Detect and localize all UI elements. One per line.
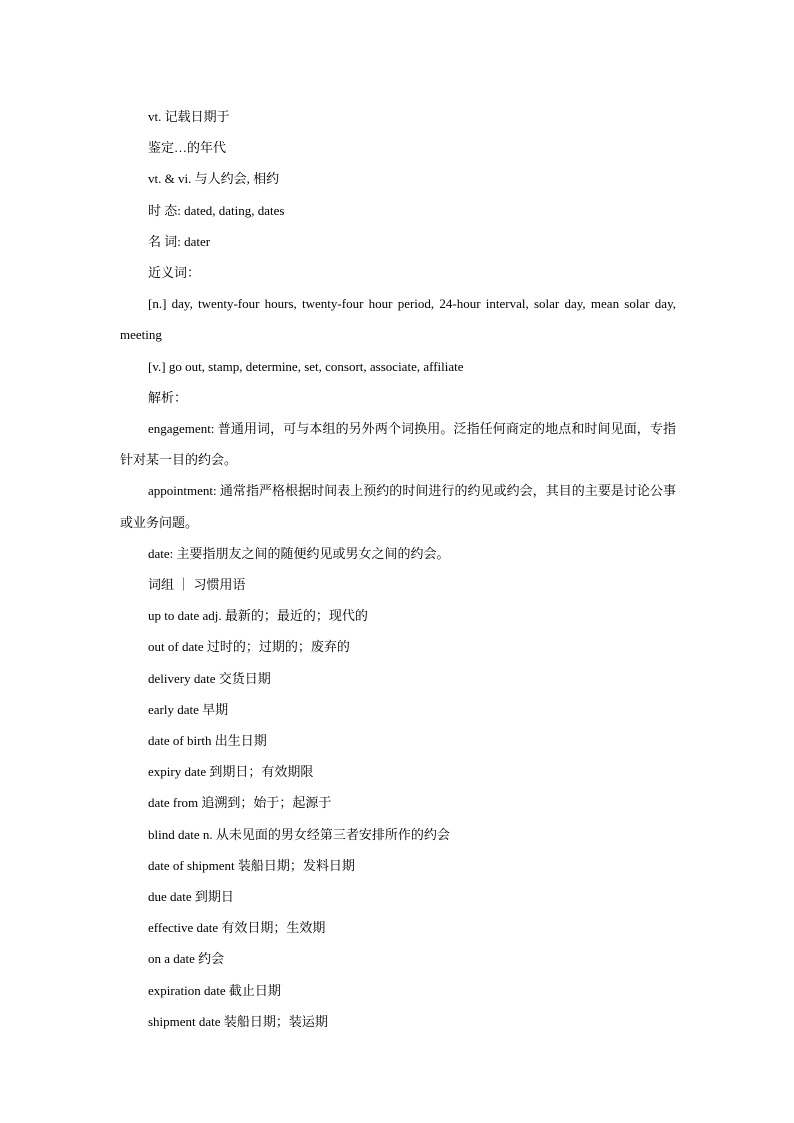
phrase-item: expiration date 截止日期 [148,982,281,998]
definition-vt-record-date: vt. 记载日期于 [148,109,230,124]
phrase-item: date of birth 出生日期 [148,733,267,749]
tense-forms: 时 态: dated, dating, dates [148,202,285,218]
noun-form: 名 词: dater [148,233,211,249]
phrases-heading: 词组 ｜ 习惯用语 [148,577,246,593]
definition-identify-age: 鉴定…的年代 [148,140,227,156]
phrase-item: on a date 约会 [148,951,225,967]
phrase-item: delivery date 交货日期 [148,670,271,686]
phrase-item: effective date 有效日期；生效期 [148,920,326,936]
phrase-item: early date 早期 [148,701,229,717]
definition-vt-vi-dating: vt. & vi. 与人约会, 相约 [148,171,280,187]
analysis-heading: 解析： [148,389,188,405]
document-body [120,101,676,1037]
phrase-item: shipment date 装船日期；装运期 [148,1013,328,1029]
phrase-item: due date 到期日 [148,889,234,905]
synonyms-verb: [v.] go out, stamp, determine, set, consort, associate, affiliate [148,358,464,374]
phrase-item: blind date n. 从未见面的男女经第三者安排所作的约会 [148,826,450,842]
phrase-item: date of shipment 装船日期；发料日期 [148,857,355,873]
synonyms-heading: 近义词： [148,265,201,281]
phrase-item: expiry date 到期日；有效期限 [148,764,314,780]
analysis-engagement: engagement: 普通用词，可与本组的另外两个词换用。泛指任何商定的地点和时间见面，专指针对某一目的约会。 [120,421,676,468]
phrase-item: date from 追溯到；始于；起源于 [148,795,332,811]
phrase-item: up to date adj. 最新的；最近的；现代的 [148,608,368,624]
phrase-item: out of date 过时的；过期的；废弃的 [148,639,350,655]
synonyms-noun: [n.] day, twenty-four hours, twenty-four hour period, 24-hour interval, solar day, mean solar day, meeting [120,296,676,343]
analysis-date: date: 主要指朋友之间的随便约见或男女之间的约会。 [148,545,450,561]
analysis-appointment: appointment: 通常指严格根据时间表上预约的时间进行的约见或约会，其目的主要是讨论公事或业务问题。 [120,483,676,530]
